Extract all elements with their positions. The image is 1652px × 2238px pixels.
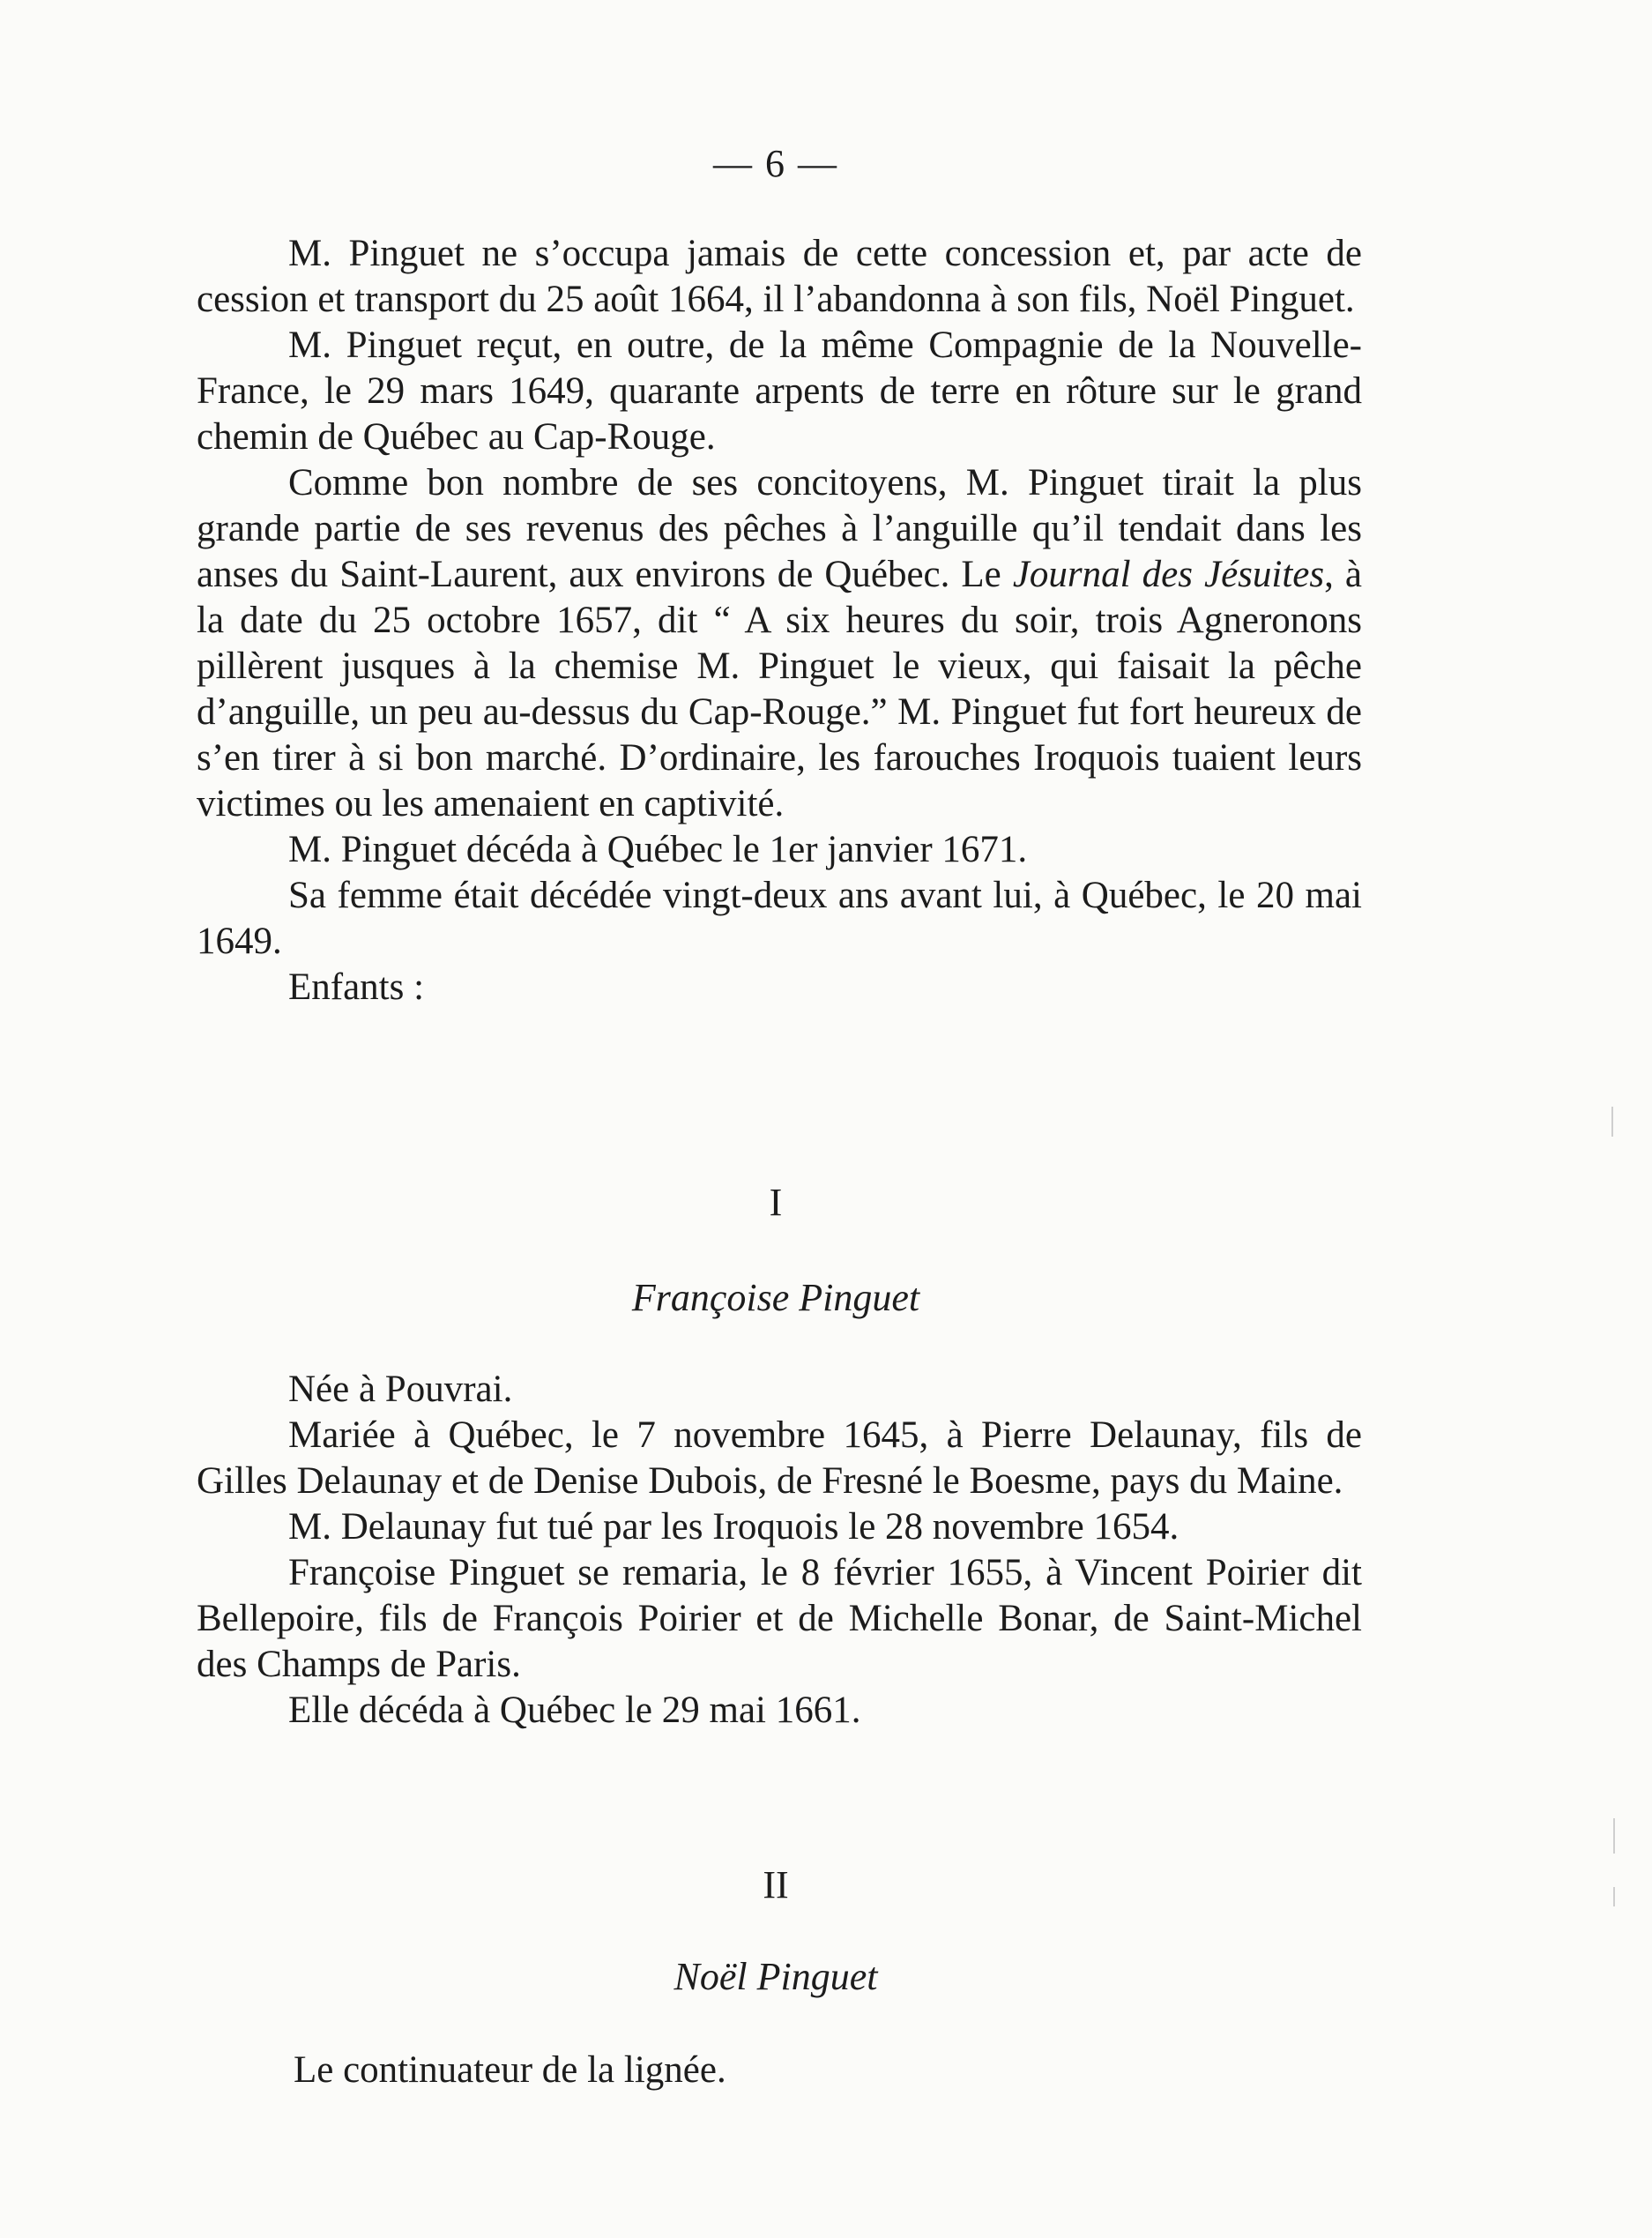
scan-mark xyxy=(1613,1818,1615,1854)
scan-mark xyxy=(1613,1887,1615,1906)
section-text xyxy=(197,1367,1362,1734)
page-number: — 6 — xyxy=(713,142,838,185)
section-numeral: I xyxy=(769,1181,783,1224)
section-heading: Françoise Pinguet xyxy=(631,1276,920,1319)
paragraph: M. Pinguet reçut, en outre, de la même Compagnie de la Nouvelle-France, le 29 mars 1649, quarante arpents de terre en rôture sur le grand chemin de Québec au Cap-Rouge. xyxy=(197,325,1362,458)
paragraph: M. Pinguet ne s’occupa jamais de cette concession et, par acte de cession et transport du 25 août 1664, il l’abandonna à son fils, Noël Pinguet. xyxy=(197,233,1362,320)
paragraph: Sa femme était décédée vingt-deux ans avant lui, à Québec, le 20 mai 1649. xyxy=(197,875,1362,962)
book-title: Journal des Jésuites xyxy=(1012,554,1325,595)
paragraph: Mariée à Québec, le 7 novembre 1645, à Pierre Delaunay, fils de Gilles Delaunay et de Denise Dubois, de Fresné le Boesme, pays du Maine. xyxy=(197,1414,1362,1502)
section-text xyxy=(197,2048,1362,2093)
intro-text xyxy=(197,231,1362,1011)
paragraph: M. Delaunay fut tué par les Iroquois le 28 novembre 1654. xyxy=(288,1506,1179,1548)
paragraph: Françoise Pinguet se remaria, le 8 février 1655, à Vincent Poirier dit Bellepoire, fils de François Poirier et de Michelle Bonar, de Saint-Michel des Champs de Paris. xyxy=(197,1552,1362,1685)
section-heading: Noël Pinguet xyxy=(673,1955,878,1998)
paragraph: Elle décéda à Québec le 29 mai 1661. xyxy=(288,1690,861,1731)
paragraph: M. Pinguet décéda à Québec le 1er janvier 1671. xyxy=(288,829,1028,870)
paragraph: Enfants : xyxy=(288,966,425,1008)
section-numeral: II xyxy=(763,1863,789,1906)
paragraph: Le continuateur de la lignée. xyxy=(294,2049,726,2091)
paragraph: Née à Pouvrai. xyxy=(288,1369,513,1410)
scan-mark xyxy=(1611,1107,1613,1137)
paragraph: Comme bon nombre de ses concitoyens, M. Pinguet tirait la plus grande partie de ses revenus des pêches à l’anguille qu’il tendait dans les anses du Saint-Laurent, aux environs de Québec. Le Journal des Jésuites, à la date du 25 octobre 1657, dit “ A six heures du soir, trois Agneronons pillèrent jusques à la chemise M. Pinguet le vieux, qui faisait la pêche d’anguille, un peu au-dessus du Cap-Rouge.” M. Pinguet fut fort heureux de s’en tirer à si bon marché. D’ordinaire, les farouches Iroquois tuaient leurs victimes ou les amenaient en captivité. xyxy=(197,462,1363,824)
